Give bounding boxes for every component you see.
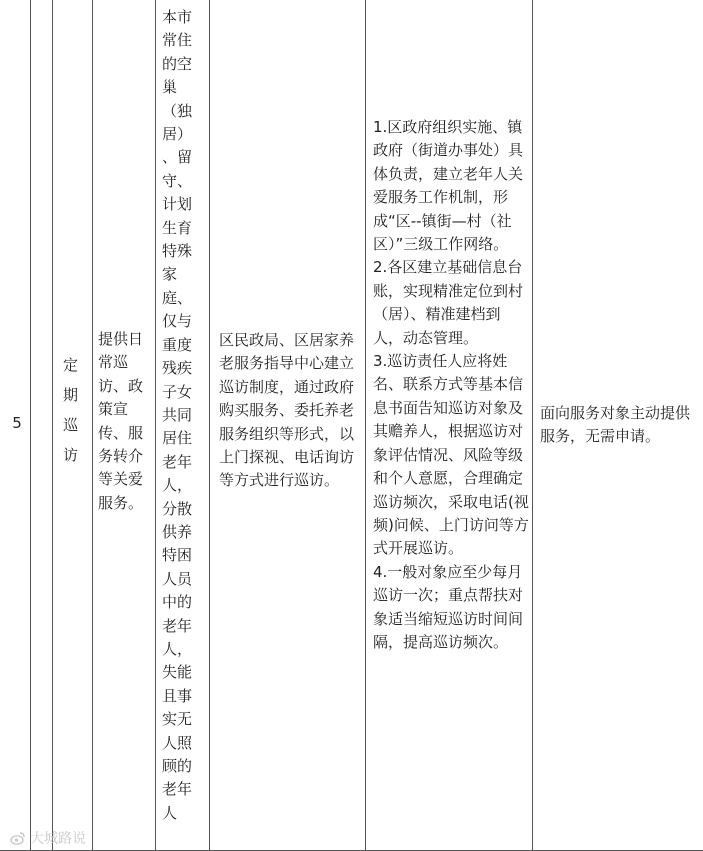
service-target [162, 6, 202, 825]
service-content: 提供日常巡访、政策宣传、服务转介等关爱服务。 [98, 330, 144, 512]
target-line: 人， [162, 639, 193, 658]
target-line: 家 [162, 265, 178, 284]
target-line: 人 [162, 803, 178, 822]
target-line: 常住 [162, 31, 193, 50]
target-line: 、留 [162, 148, 193, 167]
target-line: 居） [162, 125, 193, 144]
column-divider [155, 0, 156, 851]
target-line: 子女 [162, 382, 193, 401]
target-line: 供养 [162, 522, 193, 541]
target-line: 残疾 [162, 359, 193, 378]
target-line: 老年 [162, 452, 193, 471]
row-number: 5 [12, 414, 22, 432]
application-method: 面向服务对象主动提供服务，无需申请。 [540, 404, 691, 446]
service-category: 定期巡访 [63, 356, 79, 464]
column-divider [92, 0, 93, 851]
service-provider: 区民政局、区居家养老服务指导中心建立巡访制度，通过政府购买服务、委托养老服务组织等形式，以上门探视、电话询访等方式进行巡访。 [219, 331, 355, 490]
target-line: 本市 [162, 8, 193, 26]
target-line: 实无 [162, 710, 193, 729]
watermark-text: 大城路说 [30, 831, 86, 847]
target-line: 人照 [162, 733, 193, 752]
target-line: 居住 [162, 429, 193, 448]
requirement-item: 1.区政府组织实施、镇政府（街道办事处）具体负责，建立老年人关爱服务工作机制，形成“区--镇街—村（社区）”三级工作网络。 [373, 118, 524, 254]
target-line: 的空 [162, 54, 193, 73]
target-line: 顾的 [162, 757, 193, 775]
column-divider [52, 0, 53, 851]
target-line: 老年 [162, 780, 193, 799]
target-line: 特殊 [162, 242, 193, 261]
requirement-item: 3.巡访责任人应将姓名、联系方式等基本信息书面告知巡访对象及其赡养人，根据巡访对象评估情况、风险等级和个人意愿，合理确定巡访频次，采取电话(视频)问候、上门访问等方式开展巡访。 [373, 352, 529, 558]
target-line: 中的 [162, 593, 193, 612]
target-line: 且事 [162, 686, 193, 705]
target-line: 人员 [162, 569, 193, 588]
target-line: 巢 [162, 78, 178, 97]
column-divider [209, 0, 210, 851]
target-line: 仅与 [162, 312, 193, 331]
watermark [10, 828, 86, 848]
target-line: 生育 [162, 218, 193, 237]
column-divider [30, 0, 31, 851]
target-line: 共同 [162, 405, 193, 424]
target-line: （独 [162, 101, 193, 120]
target-line: 守、 [162, 171, 193, 190]
requirement-item: 4.一般对象应至少每月巡访一次；重点帮扶对象适当缩短巡访时间间隔，提高巡访频次。 [373, 562, 524, 651]
target-line: 分散 [162, 499, 193, 518]
column-divider [365, 0, 366, 851]
target-line: 老年 [162, 616, 193, 635]
service-requirements [373, 116, 529, 654]
target-line: 重度 [162, 335, 193, 354]
column-divider [532, 0, 533, 851]
weibo-logo-icon [10, 830, 26, 846]
target-line: 特困 [162, 546, 193, 565]
requirement-item: 2.各区建立基础信息台账，实现精准定位到村（居）、精准建档到人，动态管理。 [373, 258, 524, 347]
target-line: 人， [162, 476, 193, 495]
target-line: 失能 [162, 663, 193, 682]
target-line: 计划 [162, 195, 193, 214]
target-line: 庭、 [162, 288, 193, 307]
